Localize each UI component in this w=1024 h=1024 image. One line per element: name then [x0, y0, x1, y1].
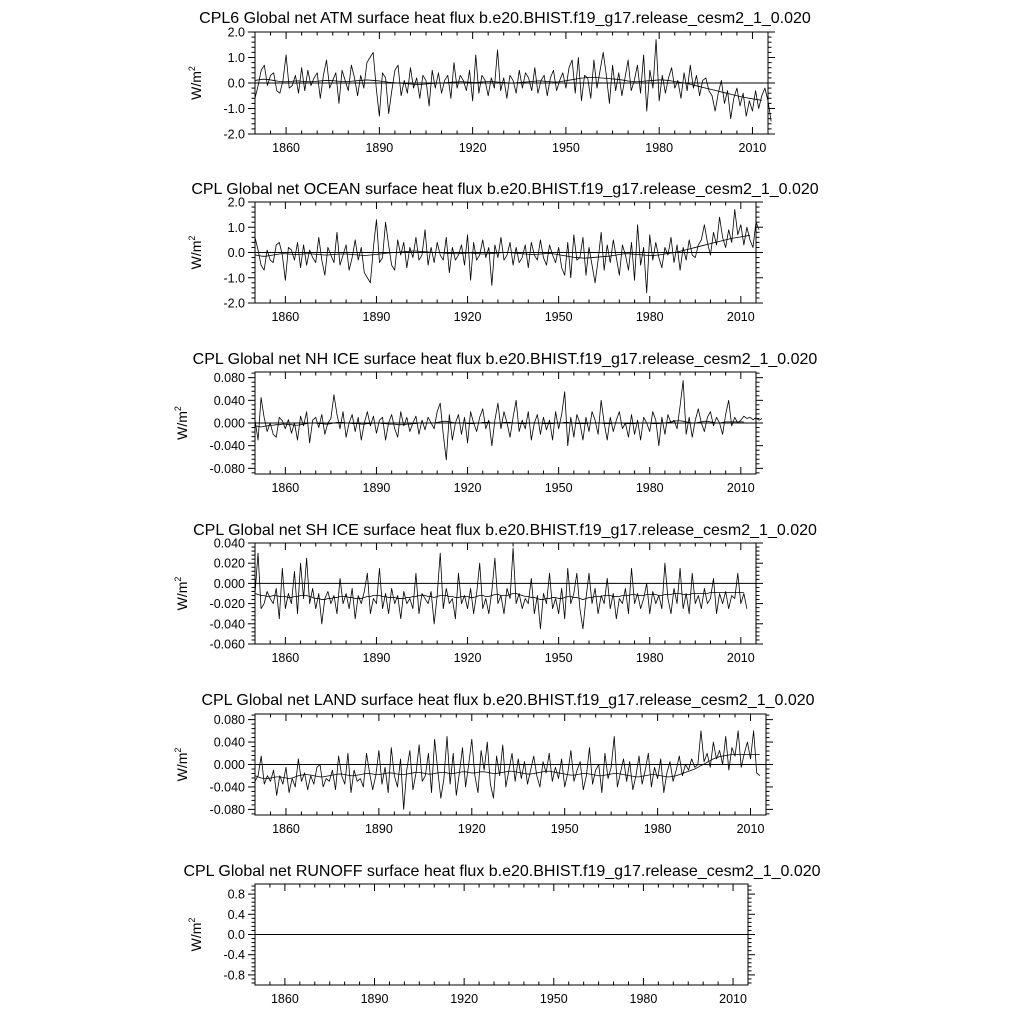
- series-line-annual: [255, 548, 747, 629]
- y-tick-label: 0.000: [213, 576, 245, 591]
- series-line-annual: [255, 210, 759, 293]
- x-tick-label: 1920: [457, 822, 486, 836]
- x-tick-label: 1950: [552, 141, 580, 155]
- x-tick-label: 1950: [544, 651, 573, 665]
- x-tick-label: 1860: [271, 651, 300, 665]
- panel-3: [173, 351, 817, 495]
- y-tick-label: -0.020: [209, 597, 245, 612]
- x-tick-label: 1890: [365, 141, 394, 155]
- x-tick-label: 1860: [271, 310, 300, 324]
- y-axis-label: [173, 748, 190, 782]
- x-tick-label: 1890: [364, 822, 393, 836]
- y-tick-label: 0.0: [227, 928, 245, 942]
- x-tick-label: 2010: [738, 141, 767, 155]
- x-tick-label: 1890: [362, 651, 391, 665]
- x-tick-label: 1920: [453, 481, 482, 495]
- y-tick-label: 0.4: [227, 907, 245, 922]
- x-tick-label: 1950: [544, 310, 573, 324]
- x-tick-label: 1980: [635, 651, 664, 665]
- y-tick-label: 0.040: [213, 536, 245, 551]
- x-tick-label: 1920: [453, 310, 482, 324]
- y-axis-label-exponent: 2: [187, 917, 197, 923]
- x-tick-label: 1950: [539, 992, 568, 1006]
- x-tick-label: 1860: [272, 141, 300, 155]
- x-tick-label: 1980: [645, 141, 674, 155]
- panel-title: CPL Global net OCEAN surface heat flux b.e20.BHIST.f19_g17.release_cesm2_1_0.020: [191, 181, 819, 198]
- y-axis-label-unit: W/m: [174, 411, 190, 440]
- y-axis-label-unit: W/m: [188, 922, 204, 952]
- y-axis-label-unit: W/m: [174, 581, 190, 611]
- x-tick-label: 1890: [360, 992, 389, 1006]
- y-axis-label-exponent: 2: [173, 406, 183, 412]
- x-tick-label: 1860: [272, 822, 300, 836]
- y-tick-label: -1.0: [223, 271, 245, 286]
- panel-2: [187, 181, 819, 324]
- x-tick-label: 1950: [550, 822, 579, 836]
- panel-title: CPL Global net NH ICE surface heat flux b.e20.BHIST.f19_g17.release_cesm2_1_0.020: [192, 351, 818, 368]
- y-tick-label: 0.080: [213, 713, 245, 728]
- panel-title: CPL Global net SH ICE surface heat flux b.e20.BHIST.f19_g17.release_cesm2_1_0.020: [193, 522, 817, 539]
- series-line-annual: [255, 381, 762, 460]
- y-tick-label: 0.000: [213, 416, 245, 431]
- y-tick-label: 0.8: [227, 887, 245, 902]
- x-tick-label: 1980: [643, 822, 672, 836]
- x-tick-label: 2010: [736, 822, 765, 836]
- y-tick-label: -0.060: [209, 637, 245, 652]
- y-axis-label: [173, 577, 190, 611]
- y-tick-label: -0.080: [209, 802, 245, 817]
- y-tick-label: -0.080: [209, 461, 245, 476]
- y-tick-label: 0.0: [227, 246, 245, 260]
- y-tick-label: 2.0: [227, 195, 245, 210]
- y-tick-label: -0.040: [209, 780, 245, 795]
- y-tick-label: 0.0: [227, 76, 245, 91]
- series-line-annual: [255, 731, 760, 810]
- y-tick-label: 0.040: [213, 393, 245, 408]
- panel-5: [173, 692, 815, 836]
- x-tick-label: 1890: [362, 310, 391, 324]
- x-tick-label: 1920: [450, 992, 479, 1006]
- y-axis-label: [187, 66, 204, 100]
- panel-title: CPL6 Global net ATM surface heat flux b.e20.BHIST.f19_g17.release_cesm2_1_0.020: [199, 10, 811, 27]
- y-tick-label: 0.000: [213, 758, 245, 772]
- y-tick-label: 0.020: [213, 556, 245, 571]
- x-tick-label: 2010: [719, 992, 747, 1006]
- y-tick-label: 1.0: [227, 220, 245, 235]
- y-axis-label-unit: W/m: [188, 240, 204, 270]
- x-tick-label: 2010: [726, 481, 755, 495]
- panel-6: [183, 863, 820, 1006]
- panel-1: [187, 10, 811, 155]
- y-tick-label: -0.040: [209, 617, 245, 632]
- y-tick-label: -0.8: [223, 968, 245, 983]
- y-tick-label: -2.0: [223, 127, 245, 142]
- panel-title: CPL Global net RUNOFF surface heat flux b.e20.BHIST.f19_g17.release_cesm2_1_0.020: [183, 863, 821, 880]
- y-axis-label: [187, 236, 204, 270]
- y-tick-label: -2.0: [223, 296, 245, 311]
- panel-4: [173, 522, 817, 665]
- x-tick-label: 1980: [635, 481, 664, 495]
- x-tick-label: 1860: [270, 992, 299, 1006]
- x-tick-label: 1920: [458, 141, 487, 155]
- y-axis-label-exponent: 2: [173, 747, 183, 753]
- y-tick-label: 0.040: [213, 735, 245, 750]
- x-tick-label: 2010: [726, 310, 755, 324]
- x-tick-label: 1980: [629, 992, 658, 1006]
- y-axis-label-exponent: 2: [187, 235, 197, 241]
- y-axis-label-unit: W/m: [188, 71, 204, 100]
- y-tick-label: -0.040: [209, 439, 245, 454]
- y-tick-label: 2.0: [227, 25, 245, 40]
- y-axis-label-exponent: 2: [187, 66, 197, 72]
- y-tick-label: -1.0: [223, 102, 245, 116]
- x-tick-label: 2010: [726, 651, 755, 665]
- y-axis-label: [173, 406, 190, 440]
- x-tick-label: 1920: [453, 651, 482, 665]
- y-axis-label-unit: W/m: [174, 752, 190, 782]
- x-tick-label: 1950: [544, 481, 573, 495]
- panel-title: CPL Global net LAND surface heat flux b.e20.BHIST.f19_g17.release_cesm2_1_0.020: [201, 692, 815, 709]
- x-tick-label: 1890: [362, 481, 391, 495]
- x-tick-label: 1980: [635, 310, 664, 324]
- y-tick-label: 0.080: [213, 371, 245, 386]
- y-axis-label: [187, 918, 204, 952]
- y-axis-label-exponent: 2: [173, 576, 183, 582]
- y-tick-label: 1.0: [227, 51, 245, 65]
- y-tick-label: -0.4: [223, 948, 245, 963]
- x-tick-label: 1860: [271, 481, 300, 495]
